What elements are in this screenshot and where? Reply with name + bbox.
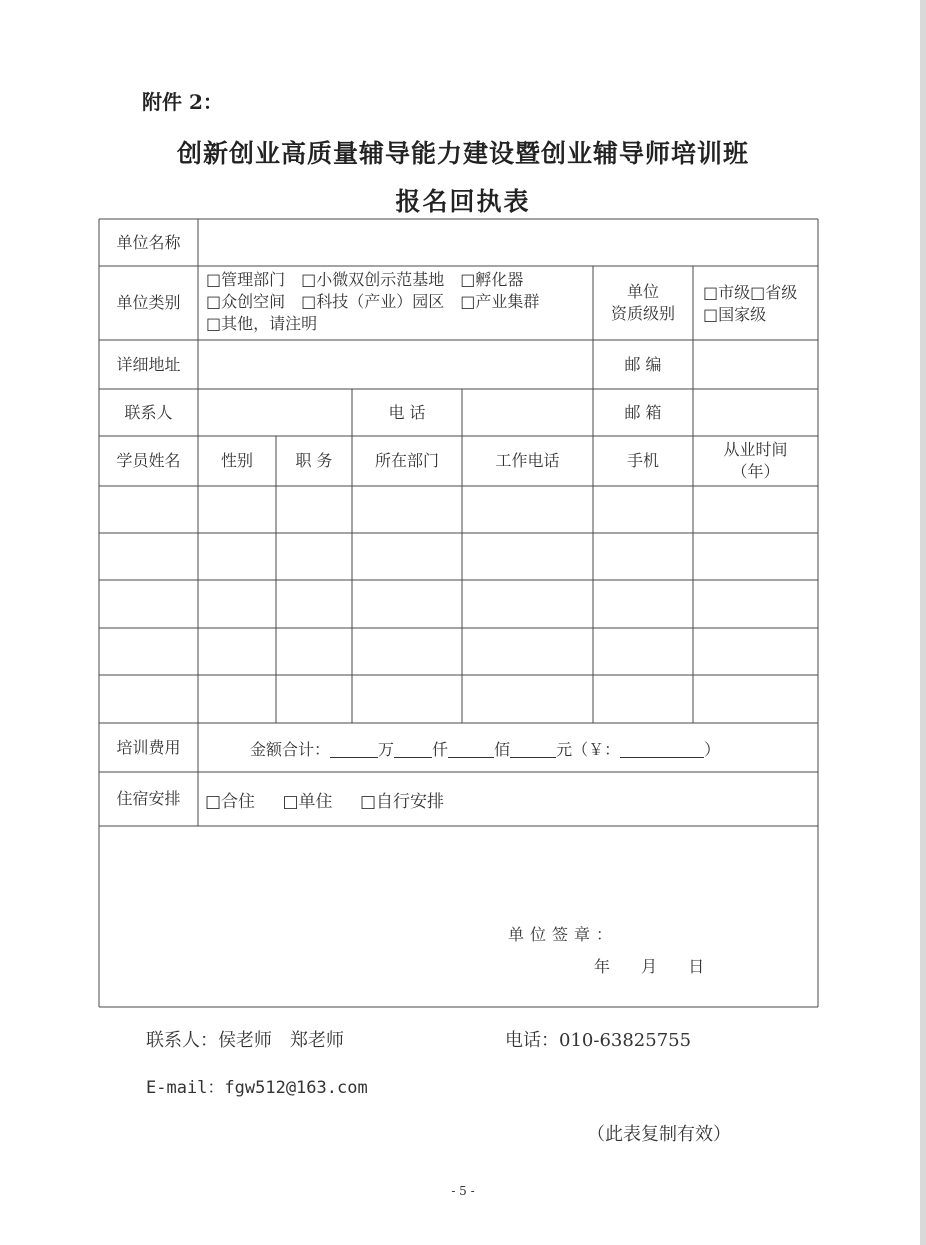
- qualification-options[interactable]: [703, 282, 797, 326]
- lodging-option-shared[interactable]: □合住: [205, 792, 256, 812]
- unit-type-options-row1[interactable]: □管理部门 □小微双创示范基地 □孵化器: [206, 270, 524, 289]
- fee-blank-wan[interactable]: [330, 741, 378, 758]
- fee-unit-qian: 仟: [432, 740, 449, 759]
- lodging-label: 住宿安排: [116, 789, 181, 808]
- unit-type-options[interactable]: [206, 269, 539, 335]
- col-header-mobile: 手机: [626, 451, 659, 470]
- phone-label: 电 话: [388, 402, 426, 422]
- unit-type-label: 单位类别: [116, 293, 181, 312]
- postcode-label: 邮 编: [624, 354, 662, 374]
- footer-email: E-mail：fgw512@163.com: [146, 1078, 368, 1098]
- seal-date-year: 年: [594, 957, 615, 976]
- seal-date-month: 月: [641, 957, 662, 976]
- attachment-label: 附件 2：: [142, 90, 223, 114]
- lodging-options[interactable]: [205, 787, 466, 812]
- lodging-option-single[interactable]: □单住: [282, 792, 333, 812]
- address-field[interactable]: [199, 341, 592, 388]
- qualification-options-row2[interactable]: □国家级: [703, 305, 767, 324]
- document-title: 创新创业高质量辅导能力建设暨创业辅导师培训班: [176, 139, 749, 168]
- fee-unit-wan: 万: [378, 740, 395, 759]
- postcode-field[interactable]: [694, 341, 817, 388]
- lodging-option-self[interactable]: □自行安排: [359, 792, 444, 812]
- col-header-work-phone: 工作电话: [495, 451, 560, 470]
- email-label: 邮 箱: [624, 402, 662, 422]
- unit-type-options-row3[interactable]: □其他，请注明: [206, 314, 318, 333]
- participant-row[interactable]: [100, 629, 817, 674]
- qualification-label-line2: 资质级别: [610, 304, 675, 323]
- participant-row[interactable]: [100, 534, 817, 579]
- seal-date: [594, 954, 726, 977]
- contact-label: 联系人: [124, 402, 173, 422]
- col-header-years-line2: （年）: [731, 462, 780, 481]
- qualification-label-line1: 单位: [626, 282, 659, 301]
- phone-field[interactable]: [463, 390, 592, 435]
- email-field[interactable]: [694, 390, 817, 435]
- col-header-name: 学员姓名: [116, 451, 181, 470]
- unit-name-label: 单位名称: [116, 232, 181, 252]
- participant-row[interactable]: [100, 581, 817, 627]
- address-label: 详细地址: [116, 354, 181, 374]
- fee-total-label: 金额合计：: [250, 740, 331, 759]
- fee-unit-yuan: 元（￥：: [556, 740, 621, 759]
- col-header-years: [693, 436, 818, 486]
- fee-blank-qian[interactable]: [394, 741, 432, 758]
- fee-total-line[interactable]: [250, 737, 720, 760]
- fee-label: 培训费用: [116, 737, 181, 757]
- participant-row[interactable]: [100, 676, 817, 722]
- fee-blank-amount[interactable]: [620, 741, 704, 758]
- document-subtitle: 报名回执表: [395, 187, 531, 216]
- footer-contact: 联系人：侯老师 郑老师: [146, 1030, 344, 1051]
- col-header-position: 职 务: [295, 451, 333, 470]
- unit-name-field[interactable]: [199, 220, 817, 265]
- footer-copy-note: （此表复制有效）: [587, 1124, 731, 1145]
- footer-phone: 电话：010-63825755: [505, 1030, 692, 1051]
- fee-close-paren: ）: [704, 740, 721, 759]
- contact-field[interactable]: [199, 390, 351, 435]
- fee-blank-bai[interactable]: [448, 741, 494, 758]
- qualification-options-row1[interactable]: □市级□省级: [703, 283, 798, 302]
- col-header-years-line1: 从业时间: [723, 440, 788, 459]
- seal-date-day: 日: [688, 957, 709, 976]
- fee-blank-yuan[interactable]: [510, 741, 556, 758]
- unit-seal-label: 单位签章：: [508, 925, 619, 944]
- fee-unit-bai: 佰: [494, 740, 511, 759]
- col-header-gender: 性别: [220, 451, 253, 470]
- qualification-label: [593, 266, 693, 340]
- participant-row[interactable]: [100, 487, 817, 532]
- unit-type-options-row2[interactable]: □众创空间 □科技（产业）园区 □产业集群: [206, 292, 540, 311]
- col-header-department: 所在部门: [374, 451, 439, 470]
- page-number: - 5 -: [451, 1184, 475, 1198]
